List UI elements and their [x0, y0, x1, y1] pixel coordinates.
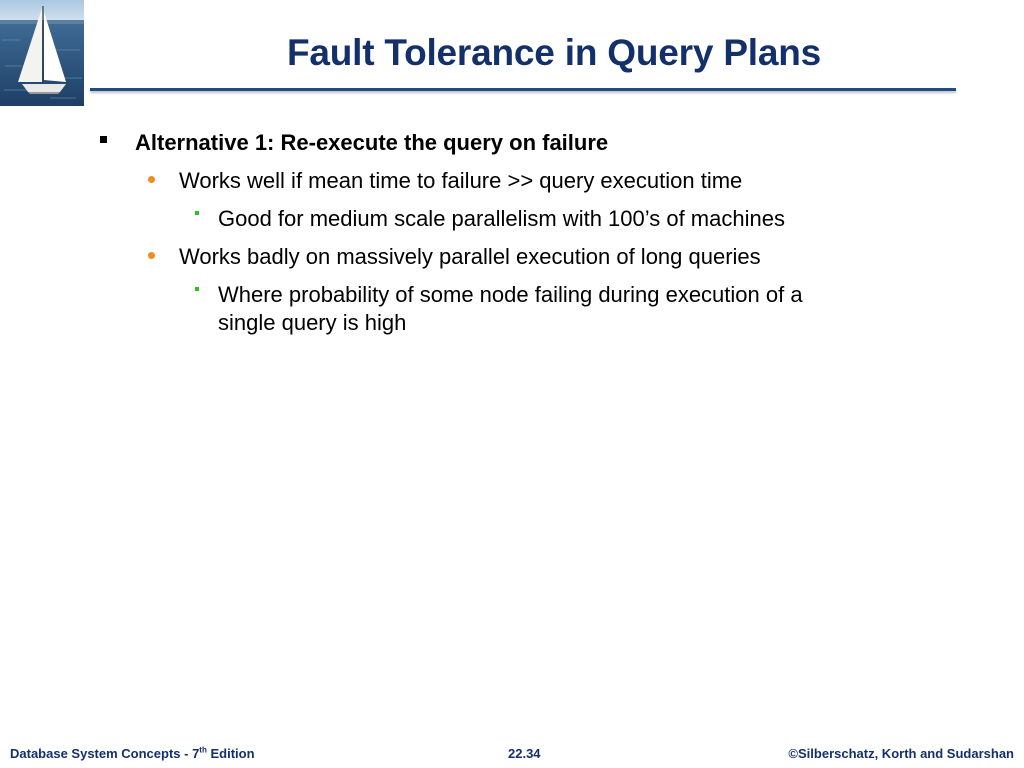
square-bullet-icon: [195, 211, 199, 215]
sailboat-logo-icon: [0, 0, 84, 106]
edition-superscript: th: [199, 745, 207, 755]
footer-copyright: ©Silberschatz, Korth and Sudarshan: [788, 746, 1014, 761]
footer-book-title: Database System Concepts - 7th Edition: [10, 745, 255, 761]
bullet-level3: Where probability of some node failing during execution of a: [218, 282, 803, 307]
bullet-level2: Works badly on massively parallel execution of long queries: [179, 244, 761, 269]
square-bullet-icon: [100, 136, 107, 143]
square-bullet-icon: [195, 287, 199, 291]
bullet-level1: Alternative 1: Re-execute the query on failure: [135, 130, 609, 155]
dot-bullet-icon: [148, 176, 155, 183]
bullet-level3: Good for medium scale parallelism with 100’s of machines: [218, 206, 785, 231]
slide-title: Fault Tolerance in Query Plans: [286, 32, 822, 73]
bullet-level2: Works well if mean time to failure >> query execution time: [179, 168, 743, 193]
dot-bullet-icon: [148, 252, 155, 259]
title-divider: [90, 88, 956, 91]
page-number: 22.34: [508, 746, 541, 761]
bullet-level3-continuation: single query is high: [218, 310, 407, 335]
